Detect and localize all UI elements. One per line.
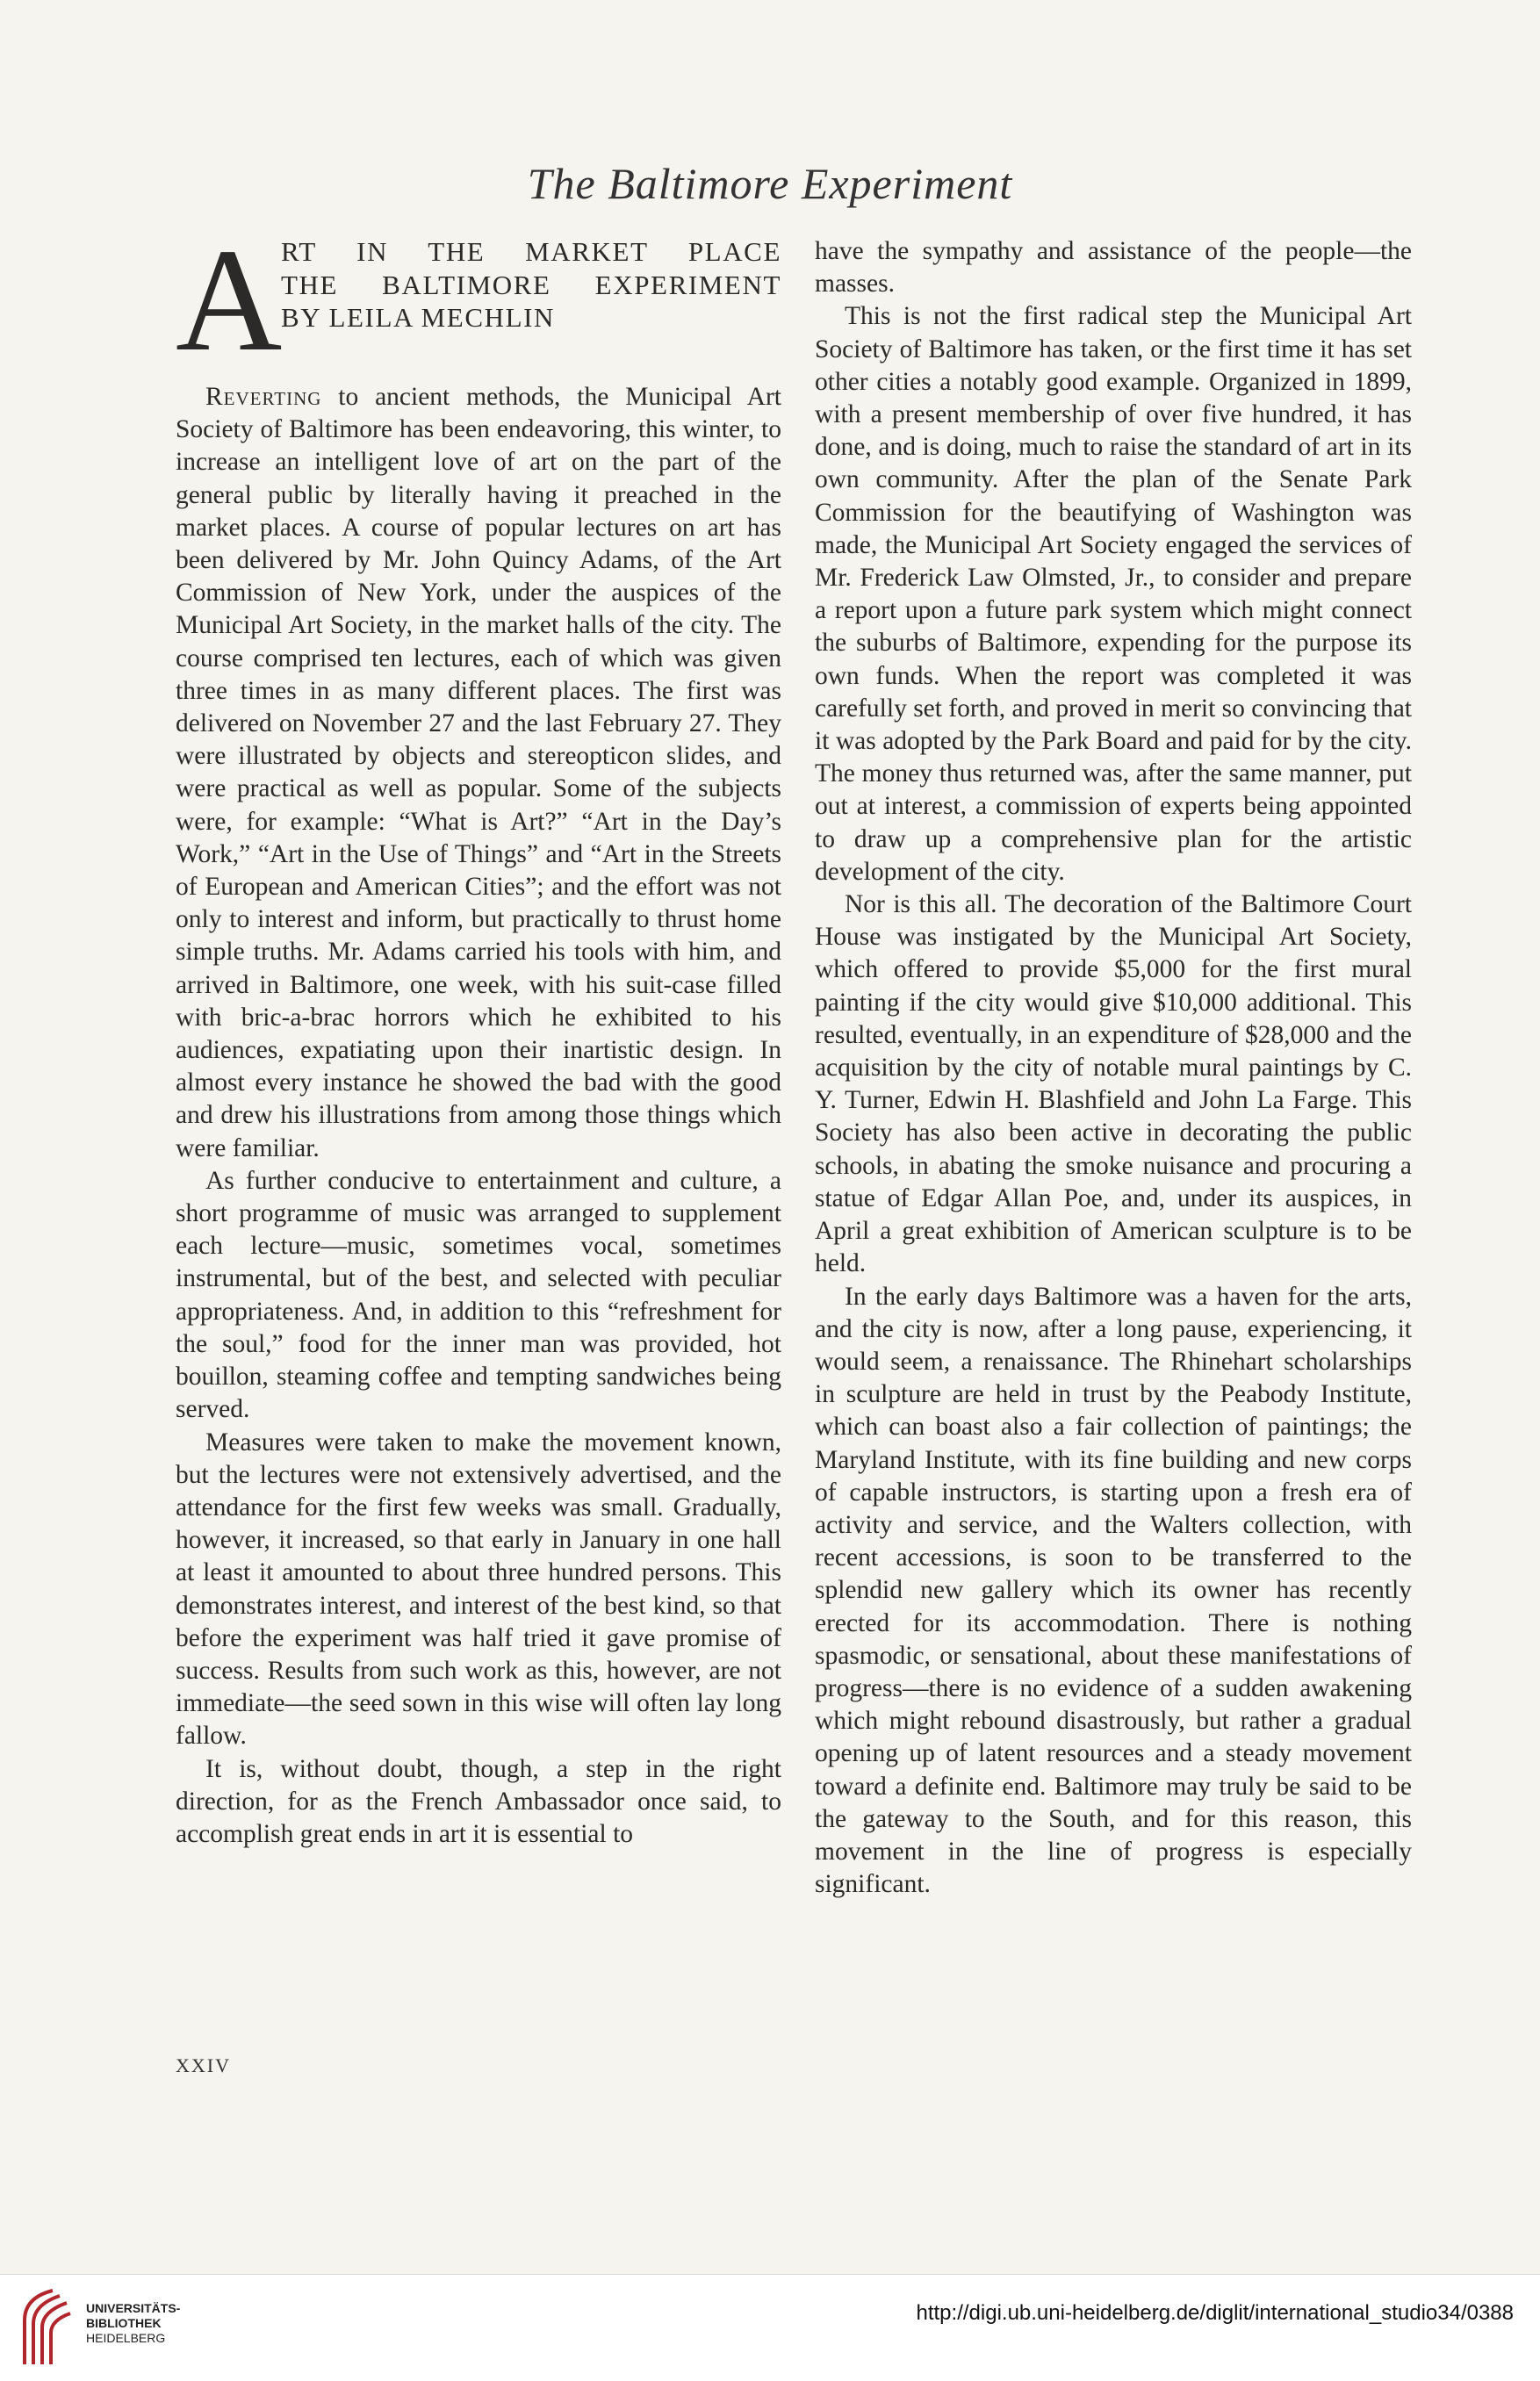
paragraph-lead-word: Reverting: [205, 383, 322, 411]
left-column: [176, 219, 781, 1851]
page-folio: XXIV: [176, 2054, 231, 2076]
paragraph-1: [176, 381, 781, 1165]
paragraph-3: Measures were taken to make the movement known, but the lectures were not extensively advertised, and the attendance for the first few weeks was small. Gradually, however, it increased, so that early in January in one hall at least it amounted to about three hundred persons. This demonstrates interest, and interest of the best kind, so that before the experiment was half tried it gave promise of success. Results from such work as this, however, are not immediate—the seed sown in this wise will often lay long fallow.: [176, 1428, 781, 1751]
paragraph-4: It is, without doubt, though, a step in the right direction, for as the French Ambassador once said, to accomplish great ends in art it is essential to: [176, 1754, 781, 1848]
paragraph-1-text: to ancient methods, the Municipal Art Society of Baltimore has been endeavoring, this winter, to increase an intelligent love of art on the part of the general public by literally having it preached in the market places. A course of popular lectures on art has been delivered by Mr. John Quincy Adams, of the Art Commission of New York, under the auspices of the Municipal Art Society, in the market halls of the city. The course comprised ten lectures, each of which was given three times in as many different places. The first was delivered on November 27 and the last February 27. They were illustrated by objects and stereopticon slides, and were practical as well as popular. Some of the subjects were, for example: “What is Art?” “Art in the Day’s Work,” “Art in the Use of Things” and “Art in the Streets of European and American Cities”; and the effort was not only to interest and inform, but practically to thrust home simple truths. Mr. Adams carried his tools with him, and arrived in Baltimore, one week, with his suit-case filled with bric-a-brac horrors which he exhibited to his audiences, expatiating upon their inartistic design. In almost every instance he showed the bad with the good and drew his illustrations from among those things which were familiar.: [176, 383, 781, 1162]
library-name: [86, 2301, 180, 2346]
heading-line-3: BY LEILA MECHLIN: [281, 302, 556, 333]
library-logo-icon: [18, 2285, 74, 2370]
library-name-line-3: HEIDELBERG: [86, 2331, 166, 2345]
right-column: [815, 235, 1412, 1901]
source-url-link[interactable]: http://digi.ub.uni-heidelberg.de/diglit/international_studio34/0388: [916, 2301, 1514, 2325]
paragraph-5: This is not the first radical step the Municipal Art Society of Baltimore has taken, or the first time it has set other cities a notably good example. Organized in 1899, with a present membership of over five hundred, it has done, and is doing, much to raise the standard of art in its own community. After the plan of the Senate Park Commission for the beautifying of Washington was made, the Municipal Art Society engaged the services of Mr. Frederick Law Olmsted, Jr., to consider and prepare a report upon a future park system which might connect the suburbs of Baltimore, expending for the purpose its own funds. When the report was completed it was carefully set forth, and proved in merit so convincing that it was adopted by the Park Board and paid for by the city. The money thus returned was, after the same manner, put out at interest, a commission of experts being appointed to draw up a comprehensive plan for the artistic development of the city.: [815, 302, 1412, 886]
paragraph-2: As further conducive to entertainment and culture, a short programme of music was arranged to supplement each lecture—music, sometimes vocal, sometimes instrumental, but of the best, and selected with peculiar appropriateness. And, in addition to this “refreshment for the soul,” food for the inner man was provided, hot bouillon, steaming coffee and tempting sandwiches being served.: [176, 1166, 781, 1424]
heading-line-1: RT IN THE MARKET PLACE: [281, 236, 781, 267]
drop-cap: A: [176, 219, 283, 382]
footer-bar: [0, 2274, 1540, 2381]
paragraph-6: Nor is this all. The decoration of the Baltimore Court House was instigated by the Municipal Art Society, which offered to provide $5,000 for the first mural painting if the city would give $10,000 additional. This resulted, eventually, in an expenditure of $28,000 and the acquisition by the city of notable mural paintings by C. Y. Turner, Edwin H. Blashfield and John La Farge. This Society has also been active in decorating the public schools, in abating the smoke nuisance and procuring a statue of Edgar Allan Poe, and, under its auspices, in April a great exhibition of American sculpture is to be held.: [815, 890, 1412, 1278]
library-name-line-1: UNIVERSITÄTS-: [86, 2301, 181, 2315]
article-heading: [176, 219, 781, 382]
paragraph-7: In the early days Baltimore was a haven for the arts, and the city is now, after a long pause, experiencing, it would seem, a renaissance. The Rhinehart scholarships in sculpture are held in trust by the Peabody Institute, which can boast also a fair collection of paintings; the Maryland Institute, with its fine building and new corps of capable instructors, is starting upon a fresh era of activity and service, and the Walters collection, with recent accessions, is soon to be transferred to the splendid new gallery which its owner has recently erected for its accommodation. There is nothing spasmodic, or sensational, about these manifestations of progress—there is no evidence of a sudden awakening which might rebound disastrously, but rather a gradual opening up of latent resources and a steady movement toward a definite end. Baltimore may truly be said to be the gateway to the South, and for this reason, this movement in the line of progress is especially significant.: [815, 1282, 1412, 1899]
heading-lines: [281, 235, 781, 334]
library-name-line-2: BIBLIOTHEK: [86, 2316, 162, 2330]
paragraph-continuation: have the sympathy and assistance of the people—the masses.: [815, 237, 1412, 299]
heading-line-2: THE BALTIMORE EXPERIMENT: [281, 269, 781, 300]
running-head: The Baltimore Experiment: [527, 159, 1013, 208]
